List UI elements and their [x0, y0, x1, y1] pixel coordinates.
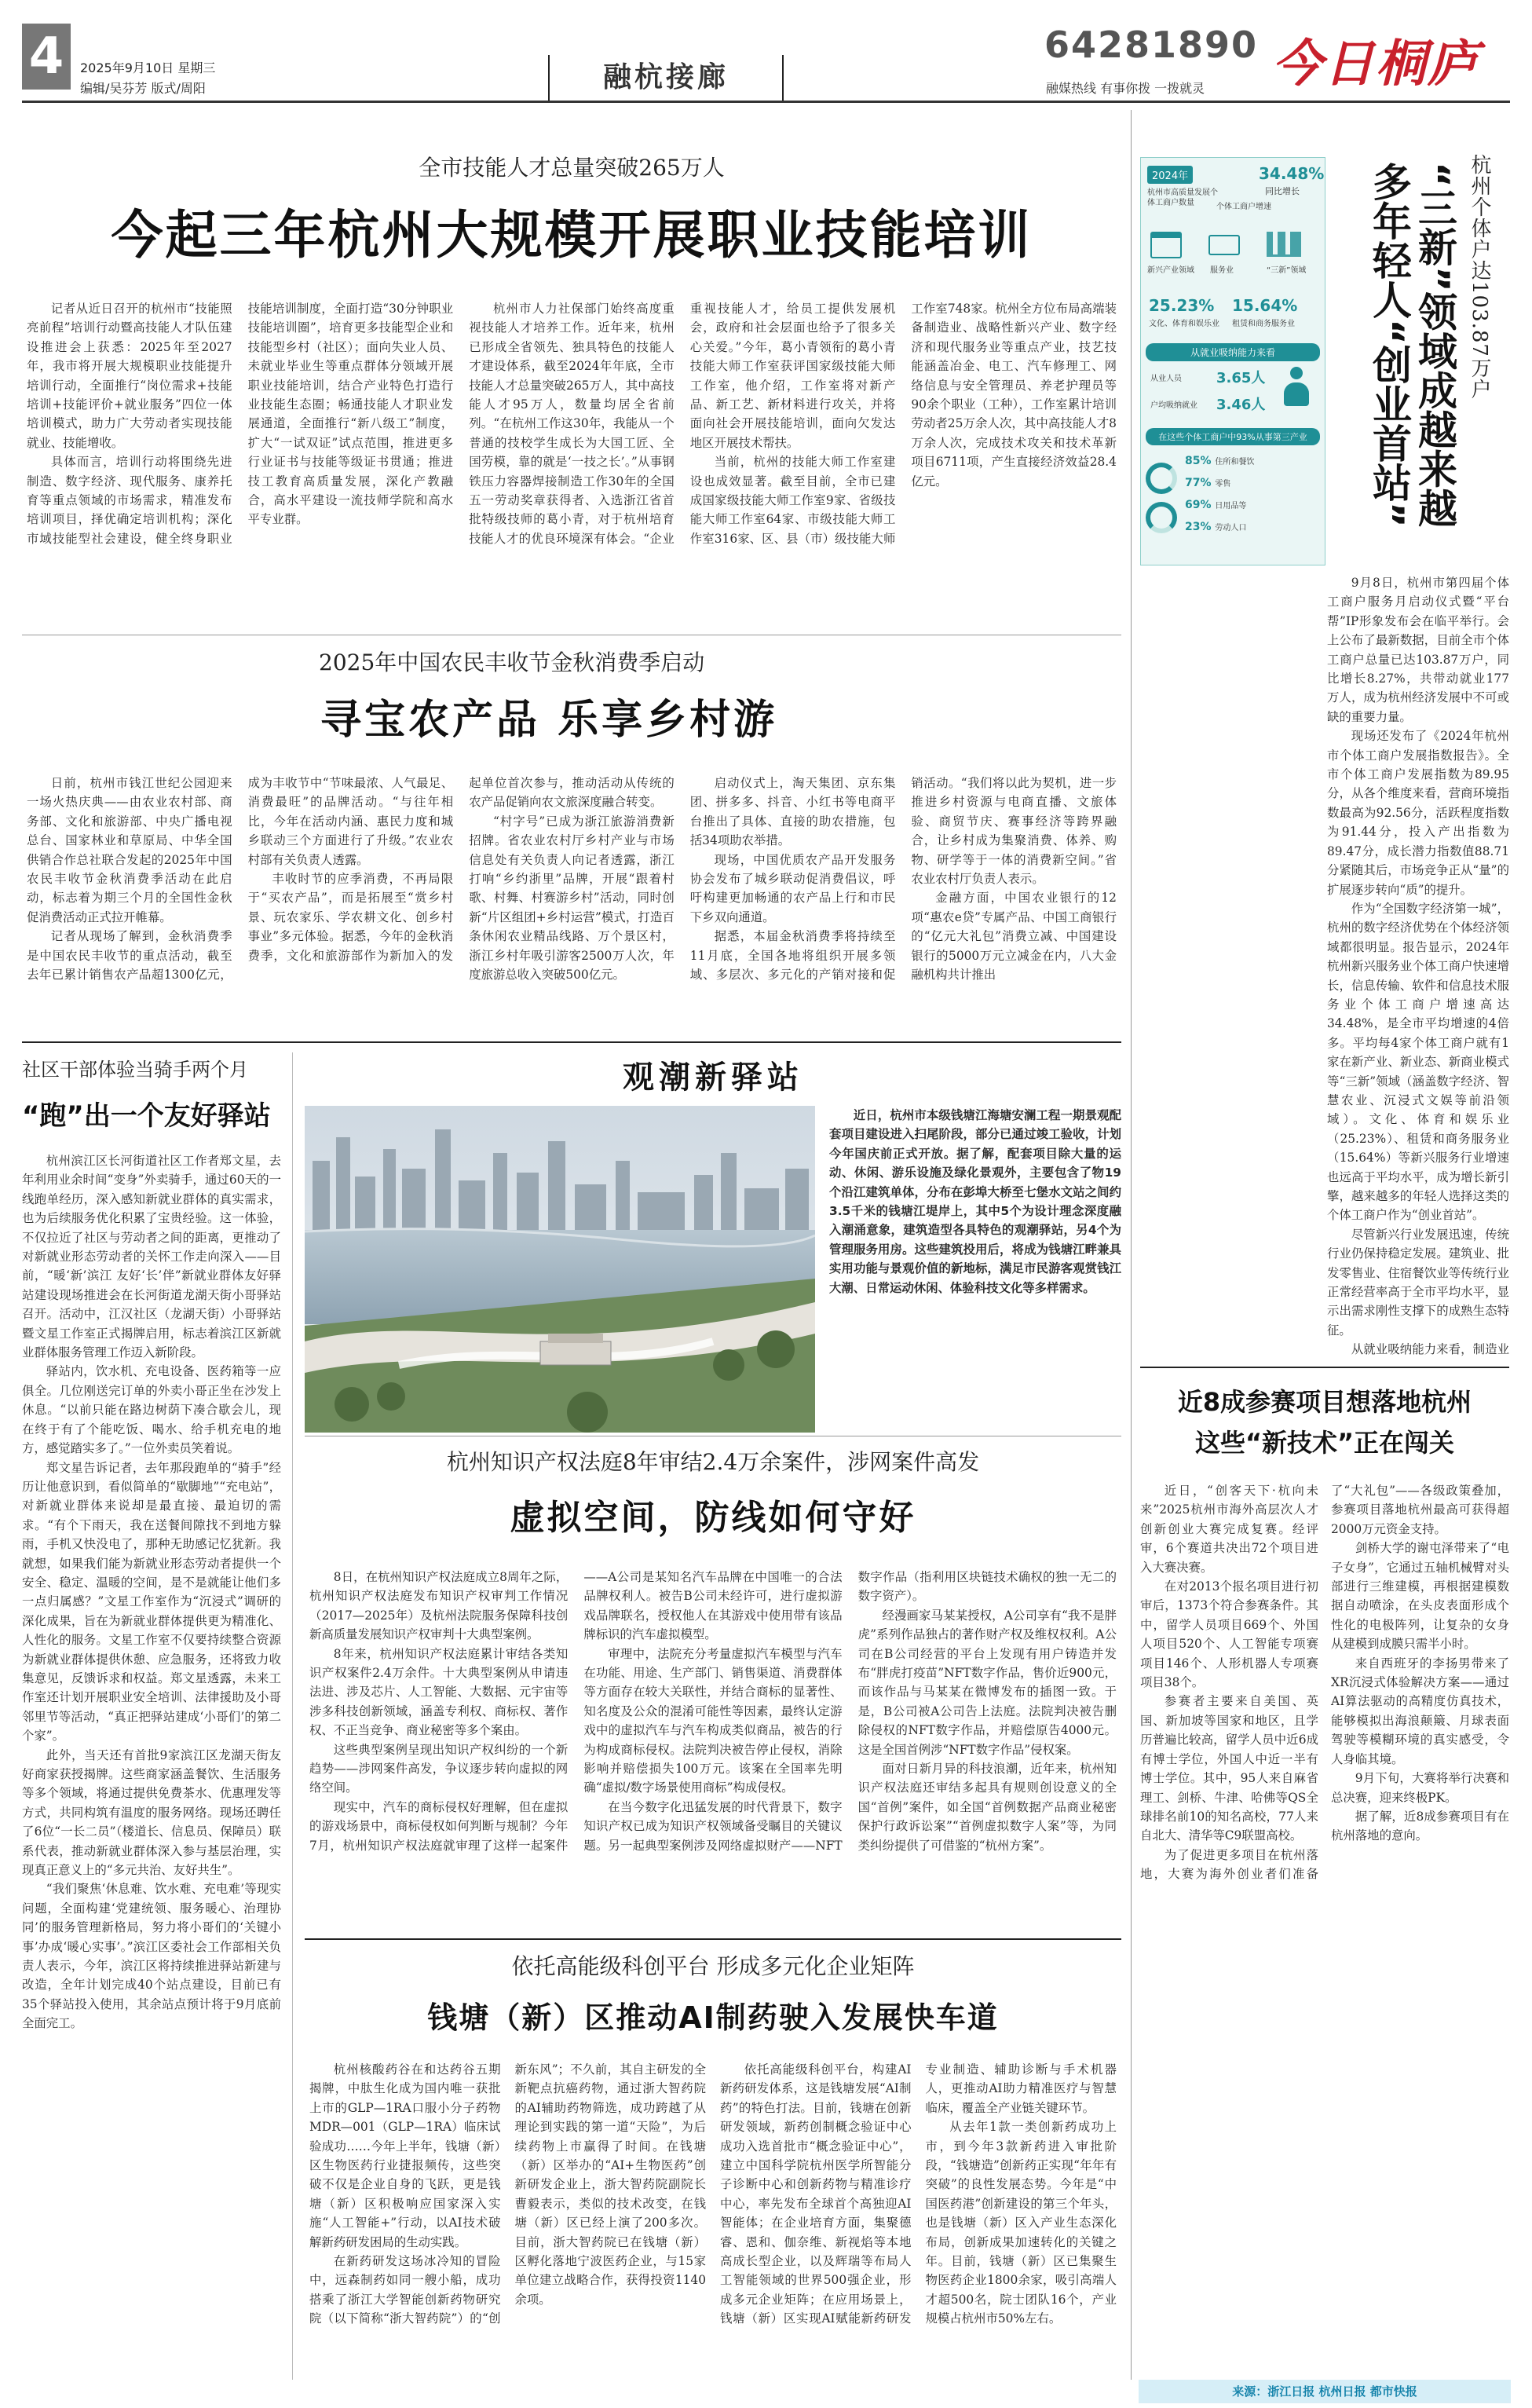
people-icon: [1281, 367, 1312, 414]
article4-body: [305, 1568, 1121, 1941]
info-r3-value: 69%: [1185, 499, 1212, 511]
laptop-icon: [1208, 235, 1240, 255]
ring-chart-icon: [1146, 502, 1177, 533]
sidebar2-paragraph: 剑桥大学的谢屯泽带来了“电子女身”，它通过五轴机械臂对头部进行三维建模，再根据建模数据自动喷涂，在头皮表面形成个性化的电极阵列，让复杂的女身从建模到成膜只需半小时。: [1331, 1541, 1509, 1652]
article3-body: [22, 1151, 281, 2377]
info-r3: [1185, 499, 1246, 511]
sidebar-paragraph: 尽管新兴行业发展迅速，传统行业仍保持稳定发展。建筑业、批发零售业、住宿餐饮业等传统行业正常经营率高于全市平均水平，显示出需求刚性支撑下的成熟生态特征。: [1327, 1227, 1509, 1338]
info-p4: 3.46人: [1216, 397, 1266, 413]
article-ai-pharma: [305, 1945, 1121, 2384]
sidebar2-paragraph: 据了解，近8成参赛项目有在杭州落地的意向。: [1331, 1809, 1509, 1843]
sidebar-vertical-headline: [1335, 154, 1508, 562]
sidebar2-paragraph: 近日，“创客天下·杭向未来”2025杭州市海外高层次人才创新创业大赛完成复赛。经评审，6个赛道共决出72个项目进入大赛决赛。: [1140, 1484, 1318, 1575]
info-r2-label: 零售: [1215, 480, 1231, 489]
photo-illustration: [305, 1106, 815, 1433]
sidebar-divider: [1131, 110, 1132, 2380]
page-number: 4: [22, 24, 71, 90]
info-p1-label: 文化、体育和娱乐业: [1149, 320, 1219, 328]
hotline-number: 64281890: [1044, 24, 1259, 66]
sidebar-paragraph: 现场还发布了《2024年杭州市个体工商户发展指数报告》。全市个体工商户发展指数为89.95分，从各个维度来看，营商环境指数最高为92.56分，活跃程度指数为91.44分，投入产出指数为89.47分，成长潜力指数值88.71分紧随其后，市场竞争正从“量”的扩展逐步转向“质”的提升。: [1327, 729, 1509, 897]
article5-paragraph: 在新药研发这场冰冷知的冒险中，远森制药如同一艘小船，成功搭乘了浙江大学智能创新药物研究院（以下简称“浙大智药院”）的“创新东风”；不久前，其自主研发的全新靶点抗癌药物，通过浙大智药院的AI辅助药物筛选，成功跨越了从理论到实践的第一道“天险”，为后续药物上市赢得了时间。在钱塘（新）区举办的“AI+生物医药”创新研发企业上，浙大智药院副院长曹毅表示，类似的技术改变，在钱塘（新）区已经上演了200多次。目前，浙大智药院已在钱塘（新）区孵化落地宁波医药企业，与15家单位建立战略合作，获得投资1140余项。: [309, 2062, 706, 2326]
info-growth: 34.48%: [1259, 164, 1325, 183]
article1-paragraph: 具体而言，培训行动将围绕先进制造、数字经济、现代服务、康养托育等重点领域的市场需求，精准发布培训项目，择优确定培训机构；深化市域技能型社会建设，健全终身职业技能培训制度，全面打造“30分钟职业技能培训圈”，培育更多技能型企业和技能型乡村（社区）；面向失业人员、未就业毕业生等重点群体分领域开展职业技能培训，结合产业特色打造行业技能生态圈；畅通技能人才职业发展通道，全面推行“新八级工”制度，扩大“一试双证”试点范围，推进更多行业证书与技能等级证书贯通；推进技工教育高质量发展，深化产教融合，高水平建设一流技师学院和高水平专业群。: [27, 302, 454, 546]
article4-paragraph: 8日，在杭州知识产权法庭成立8周年之际，杭州知识产权法庭发布知识产权审判工作情况（2017—2025年）及杭州法院服务保障科技创新高质量发展知识产权审判十大典型案例。: [309, 1570, 569, 1642]
info-r4: [1185, 521, 1246, 533]
sidebar-article-2: [1140, 1382, 1509, 2356]
sidebar2-paragraph: 在对2013个报名项目进行初审后，1373个符合参赛条件。其中，留学人员项目669个、外国人项目520个、人工智能专项赛项目146个、人形机器人专项赛项目38个。: [1140, 1579, 1318, 1690]
article1-paragraph: 杭州市人力社保部门始终高度重视技能人才培养工作。近年来，杭州已形成全省领先、独具特色的技能人才建设体系，截至2024年年底，全市技能人才总量突破265万人，其中高技能人才95万人，数量均居全省前列。“在杭州工作这30年，我能从一个普通的技校学生成长为大国工匠、全国劳模，靠的就是‘一技之长’。”从事钢铁压力容器焊接制造工作30年的全国五一劳动奖章获得者、入选浙江省首批特级技师的葛小青，对于杭州培育技能人才的优良环境深有体会。“企业重视技能人才，给员工提供发展机会，政府和社会层面也给予了很多关心关爱。”今年，葛小青领衔的葛小青技能大师工作室获评国家级技能大师工作室，他介绍，工作室将对新产品、新工艺、新材料进行攻关，并将面向社会开展技能培训，面向欠发达地区开展技术帮扶。: [469, 302, 896, 546]
article5-paragraph: 从去年1款一类创新药成功上市，到今年3款新药进入审批阶段，“钱塘造”创新药正实现“年年有突破”的良性发展态势。今年是“中国医药港”创新建设的第三个年头，也是钱塘（新）区入产业生态深化布局，创新成果加速转化的关键之年。目前，钱塘（新）区已集聚生物医药企业1800余家，吸引高端人才超500名，院士团队16个，产业规模占杭州市50%左右。: [925, 2120, 1117, 2326]
photo-feature-title: 观潮新驿站: [623, 1059, 803, 1096]
info-growth-label: 同比增长: [1265, 186, 1300, 196]
article2-body: [22, 774, 1121, 1061]
info-rings: [1146, 455, 1322, 557]
info-p2-label: 租赁和商务服务业: [1232, 320, 1295, 328]
article-harvest-festival: [22, 638, 1121, 1046]
article1-paragraph: 当前，杭州的技能大师工作室建设也成效显著。截至目前，全市已建成国家级技能大师工作室9家、省级技能大师工作室64家、市级技能大师工作室316家、区、县（市）级技能大师工作室748家。杭州全方位布局高端装备制造业、战略性新兴产业、数字经济和现代服务业等重点产业，技艺技能涵盖冶金、电工、汽车修理工、网络信息与安全管理员、养老护理员等90余个职业（工种），工作室累计培训劳动者25万余人次，其中高技能人才8万余人次，完成技术攻关和技术革新项目6711项，产生直接经济效益28.4亿元。: [689, 302, 1117, 546]
info-c1: 新兴产业领域: [1147, 266, 1194, 275]
article5-body: [305, 2060, 1121, 2406]
info-icon-row: [1147, 229, 1320, 284]
article2-paragraph: “村字号”已成为浙江旅游消费新招牌。省农业农村厅乡村产业与市场信息处有关负责人向记者透露，浙江打响“乡约浙里”品牌，开展“跟着村歌、村舞、村赛游乡村”活动，同时创新“片区组团+乡村运营”模式，打造百条休闲农业精品线路、万个景区村，浙江乡村年吸引游客2500万人次，年度旅游总收入突破500亿元。: [469, 814, 675, 983]
article-skills-training: [22, 110, 1121, 644]
info-r4-value: 23%: [1185, 521, 1212, 533]
article1-kicker: 全市技能人才总量突破265万人: [419, 155, 725, 181]
sidebar2-paragraph: 9月下旬，大赛将举行决赛和总决赛，迎来终极PK。: [1331, 1771, 1509, 1805]
info-c3: “三新”领域: [1267, 266, 1307, 275]
sidebar2-paragraph: 为了促进更多项目在杭州落地，大赛为海外创业者们准备了“大礼包”——各级政策叠加，参赛项目落地杭州最高可获得超2000万元资金支持。: [1140, 1484, 1509, 1882]
photo-caption: 近日，杭州市本级钱塘江海塘安澜工程一期景观配套项目建设进入扫尾阶段，部分已通过竣工验收，计划今年国庆前正式开放。据了解，配套项目除大量的运动、休闲、游乐设施及绿化景观外，主要包含了物19个沿江建筑单体，分布在彭埠大桥至七堡水文站之间约3.5千米的钱塘江堤岸上，其中5个为设计理念深度融入潮涌意象，建筑造型各具特色的观潮驿站，另4个为管理服务用房。这些建筑投用后，将成为钱塘江畔兼具实用功能与景观价值的新地标，满足市民游客观赏钱江大潮、日常运动休闲、体验科技文化等多样需求。: [829, 1108, 1121, 1295]
article2-paragraph: 记者从现场了解到，金秋消费季是中国农民丰收节的重点活动，截至去年已累计销售农产品超1300亿元，成为丰收节中“节味最浓、人气最足、消费最旺”的品牌活动。“与往年相比，今年在活动内涵、惠民力度和城乡联动三个方面进行了升级。”农业农村部有关负责人透露。: [27, 776, 454, 983]
info-item2: 个体工商户增速: [1216, 203, 1271, 211]
article3-headline: “跑”出一个友好驿站: [22, 1100, 271, 1132]
photo-feature: [305, 1049, 1121, 1442]
hotline-text: 融媒热线 有事你拨 一拨就灵: [1046, 81, 1205, 96]
article4-headline: 虚拟空间，防线如何守好: [510, 1498, 916, 1538]
article1-body: [22, 299, 1121, 598]
info-band1: 从就业吸纳能力来看: [1146, 343, 1320, 361]
article2-paragraph: 启动仪式上，淘天集团、京东集团、拼多多、抖音、小红书等电商平台推出了具体、直接的助农措施，包括34项助农举措。: [689, 776, 896, 848]
sidebar2-headline-2: 这些“新技术”正在闯关: [1194, 1428, 1455, 1458]
article3-paragraph: “我们聚焦‘休息难、饮水难、充电难’等现实问题，全面构建‘党建统领、服务暖心、治理协同’的服务管理新格局，努力将小哥们的‘关键小事’办成‘暖心实事’。”滨江区委社会工作部相关负责人表示，今年，滨江区将持续推进驿站新建与改造，全年计划完成40个站点建设，目前已有35个驿站投入使用，其余站点预计将于9月底前全面完工。: [22, 1882, 281, 2031]
info-p2: 15.64%: [1232, 296, 1298, 315]
sidebar-paragraph: 作为“全国数字经济第一城”，杭州的数字经济优势在个体经济领域都很明显。报告显示，2024年杭州新兴服务业个体工商户快速增长，信息传输、软件和信息技术服务业个体工商户增速高达34.48%，是全市平均增速的4倍多。平均每4家个体工商户就有1家在新产业、新业态、新商业模式等“三新”领域（涵盖数字经济、智慧农业、沉浸式文娱等前沿领域）。文化、体育和娱乐业（25.23%）、租赁和商务服务业（15.64%）等新兴服务行业增速也远高于平均水平，成为增长新引擎，越来越多的年轻人选择这类的个体工商户作为“创业首站”。: [1327, 901, 1509, 1223]
info-r2: [1185, 477, 1230, 489]
article5-kicker: 依托高能级科创平台 形成多元化企业矩阵: [511, 1953, 915, 1979]
article4-paragraph: 审理中，法院充分考量虚拟汽车模型与汽车在功能、用途、生产部门、销售渠道、消费群体等方面存在较大关联性，并结合商标的显著性、知名度及公众的混淆可能性等因素，最终认定游戏中的虚拟汽车与汽车构成类似商品，被告的行为构成商标侵权。法院判决被告停止侵权，消除影响并赔偿损失100万元。该案在全国率先明确“虚拟/数字场景使用商标”构成侵权。: [583, 1646, 843, 1795]
sidebar-paragraph: 9月8日，杭州市第四届个体工商户服务月启动仪式暨“平台帮”IP形象发布会在临平举行。会上公布了最新数据，目前全市个体工商户总量已达103.87万户，同比增长8.27%，共带动就业177万人，成为杭州经济发展中不可或缺的重要力量。: [1327, 576, 1509, 724]
sidebar-vertical-title: “三新”领域成越来越多年轻人“创业首站”: [1366, 162, 1457, 528]
info-band2: 在这些个体工商户中93%从事第三产业: [1146, 428, 1320, 445]
date-line: 2025年9月10日 星期三: [80, 60, 216, 75]
section-title: 融杭接廊: [602, 61, 729, 93]
info-r1-label: 住所和餐饮: [1215, 458, 1255, 467]
river-landscape-photo: [305, 1106, 815, 1433]
sidebar2-paragraph: 参赛者主要来自美国、英国、新加坡等国家和地区，且学历普遍比较高，留学人员中近6成有博士学位，外国人中近一半有博士学位。其中，95人来自麻省理工、剑桥、牛津、哈佛等QS全球排名前10的知名高校，77人来自北大、清华等C9联盟高校。: [1140, 1694, 1318, 1843]
article4-paragraph: 经漫画家马某某授权，A公司享有“我不是胖虎”系列作品独占的著作财产权及维权权利。A公司在B公司经营的平台上发现有用户铸造并发布“胖虎打疫苗”NFT数字作品，售价近900元，而该作品与马某某在微博发布的插图一致。于是，B公司被A公司告上法庭。法院判决被告删除侵权的NFT数字作品，并赔偿原告4000元。这是全国首例涉“NFT数字作品”侵权案。: [857, 1608, 1117, 1757]
article3-paragraph: 驿站内，饮水机、充电设备、医药箱等一应俱全。几位刚送完订单的外卖小哥正坐在沙发上休息。“以前只能在路边树荫下凑合歇会儿，现在终于有了个能吃饭、喝水、给手机充电的地方，感觉踏实多了。”一位外卖员笑着说。: [22, 1364, 281, 1456]
masthead: [0, 0, 1532, 104]
sidebar2-body: [1140, 1481, 1509, 2353]
masthead-rule: [22, 101, 1510, 103]
article3-kicker: 社区干部体验当骑手两个月: [22, 1059, 248, 1081]
article2-paragraph: 金融方面，中国农业银行的12项“惠农e贷”专属产品、中国工商银行的“亿元大礼包”消费立减、中国建设银行的5000万元立减金在内，八大金融机构共计推出: [911, 891, 1117, 983]
article2-paragraph: 现场，中国优质农产品开发服务协会发布了城乡联动促消费倡议，呼吁构建更加畅通的农产品上行和市民下乡双向通道。: [689, 852, 896, 924]
article5-headline: 钱塘（新）区推动AI制药驶入发展快车道: [427, 2000, 999, 2035]
article3-paragraph: 郑文星告诉记者，去年那段跑单的“骑手”经历让他意识到，看似简单的“歇脚地”“充电站”，对新就业群体来说却是最直接、最迫切的需求。“有个下雨天，我在送餐间隙找不到地方躲雨，手机又快没电了，那种无助感记忆犹新。我就想，如果我们能为新就业形态劳动者提供一个安全、稳定、温暖的空间，是不是就能让他们多一点归属感？”文星工作室作为“沉浸式”调研的深化成果，旨在为新就业群体提供更为精准化、人性化的服务。文星工作室不仅要持续整合资源为新就业群体提供休憩、应急服务，还将致力收集意见，反馈诉求和权益。郑文星透露，未来工作室还计划开展职业安全培训、法律援助及小哥邻里节等活动，“真正把驿站建成‘小哥们’的第二个家”。: [22, 1460, 281, 1744]
article1-paragraph: 记者从近日召开的杭州市“技能照亮前程”培训行动暨高技能人才队伍建设推进会上获悉：2025年至2027年，我市将开展大规模职业技能提升培训行动，全面推行“岗位需求+技能培训+技能评价+就业服务”四位一体培训模式，助力广大劳动者实现技能就业、技能增收。: [27, 302, 232, 450]
sidebar-paragraph: 从就业吸纳能力来看，制造业: [1351, 1342, 1509, 1357]
article4-paragraph: 在当今数字化迅猛发展的时代背景下，数字知识产权已成为知识产权领域备受瞩目的关键议题。另一起典型案例涉及网络虚拟财产——NFT数字作品（指利用区块链技术确权的独一无二的数字资产）。: [583, 1570, 1117, 1853]
article4-paragraph: 面对日新月异的科技浪潮，近年来，杭州知识产权法庭还审结多起具有规则创设意义的全国“首例”案件，如全国“首例数据产品商业秘密保护行政诉讼案”“首例虚拟数字人案”等，为同类纠纷提供了可借鉴的“杭州方案”。: [857, 1762, 1117, 1853]
sidebar2-headline-1: 近8成参赛项目想落地杭州: [1177, 1387, 1472, 1417]
info-r1-value: 85%: [1185, 455, 1212, 467]
article1-headline: 今起三年杭州大规模开展职业技能培训: [111, 205, 1033, 265]
section-title-box: [548, 55, 784, 101]
info-p4-label: 户均吸纳就业: [1150, 401, 1197, 410]
sidebar2-paragraph: 来自西班牙的李扬男带来了XR沉浸式体验解决方案——通过AI算法驱动的高精度仿真技术，能够模拟出海浪颠簸、月球表面驾驶等模糊环境的真实感受，令人身临其境。: [1331, 1656, 1509, 1766]
info-p1: 25.23%: [1149, 296, 1215, 315]
ring-chart-icon: [1146, 463, 1177, 494]
infographic: [1140, 157, 1325, 565]
divider: [22, 1041, 1121, 1043]
info-p3: 3.65人: [1216, 370, 1266, 386]
info-year-badge: 2024年: [1147, 166, 1193, 184]
article2-paragraph: 日前，杭州市钱江世纪公园迎来一场火热庆典——由农业农村部、商务部、文化和旅游部、中央广播电视总台、国家林业和草原局、中华全国供销合作总社联合发起的2025年中国农民丰收节金秋消费季活动在此启动，标志着为期三个月的全国性金秋促消费活动正式拉开帷幕。: [27, 776, 232, 924]
article5-paragraph: 杭州核酸药谷在和达药谷五期揭牌，中肽生化成为国内唯一获批上市的GLP—1RA口服小分子药物MDR—001（GLP—1RA）临床试验成功……今年上半年，钱塘（新）区生物医药行业捷报频传，这些突破不仅是企业自身的飞跃，更是钱塘（新）区积极响应国家深入实施“人工智能+”行动，以AI技术破解新药研发困局的生动实践。: [309, 2062, 501, 2249]
column-divider: [292, 1052, 293, 2380]
info-r4-label: 劳动人口: [1215, 524, 1247, 532]
city-icon: [1267, 232, 1301, 257]
sidebar-article-body: [1140, 573, 1509, 1359]
footer-source: 来源：浙江日报 杭州日报 都市快报: [1139, 2380, 1511, 2403]
info-r2-value: 77%: [1185, 477, 1212, 489]
info-r1: [1185, 455, 1254, 467]
info-p3-label: 从业人员: [1150, 375, 1182, 383]
divider: [1140, 1367, 1509, 1368]
article2-paragraph: 丰收时节的应季消费，不再局限于“买农产品”，而是拓展至“赏乡村景、玩农家乐、学农耕文化、创乡村事业”多元体验。据悉，今年的金秋消费季，文化和旅游部作为新加入的发起单位首次参与，推动活动从传统的农产品促销向农文旅深度融合转变。: [247, 776, 675, 963]
article3-paragraph: 此外，当天还有首批9家滨江区龙湖天街友好商家获授揭牌。这些商家涵盖餐饮、生活服务等多个领域，将通过提供免费茶水、优惠理发等方式，共同构筑有温度的服务网络。现场还聘任了6位“一长二员”（楼道长、信息员、保障员）联系代表，推动新就业群体深入参与基层治理，实现真正意义上的“多元共治、友好共生”。: [22, 1747, 281, 1878]
info-c2: 服务业: [1210, 266, 1234, 275]
newspaper-logo: 今日桐庐: [1272, 35, 1479, 93]
article2-kicker: 2025年中国农民丰收节金秋消费季启动: [319, 650, 705, 675]
article4-kicker: 杭州知识产权法庭8年审结2.4万余案件，涉网案件高发: [446, 1449, 980, 1475]
article5-paragraph: 依托高能级科创平台，构建AI新药研发体系，这是钱塘发展“AI制药”的特色打法。目前，钱塘在创新研发领域，新药创制概念验证中心成功入选首批市“概念验证中心”，建立中国科学院杭州医学所智能分子诊断中心和创新药物与精准诊疗中心，率先发布全球首个高独迎AI智能体；在企业培育方面，集聚德睿、恩和、伽奈维、新视焰等本地高成长型企业，以及辉瑞等布局人工智能领域的世界500强企业，形成多元企业矩阵；在应用场景上，钱塘（新）区实现AI赋能新药研发专业制造、辅助诊断与手术机器人，更推动AI助力精准医疗与智慧临床，覆盖全产业链关键环节。: [720, 2062, 1117, 2326]
divider: [305, 1938, 1121, 1940]
sidebar-vertical-kicker: 杭州个体户达103.87万户: [1468, 154, 1491, 400]
info-item1: 杭州市高质量发展个体工商户数量: [1147, 188, 1218, 207]
article-ip-court: [305, 1440, 1121, 1935]
article2-headline: 寻宝农产品 乐享乡村游: [320, 697, 778, 744]
shop-icon: [1150, 232, 1182, 258]
info-r3-label: 日用品等: [1215, 502, 1247, 511]
article4-paragraph: 现实中，汽车的商标侵权好理解，但在虚拟的游戏场景中，商标侵权如何判断与规制？今年7月，杭州知识产权法庭就审理了这样一起案件——A公司是某知名汽车品牌在中国唯一的合法品牌权利人。被告B公司未经许可，进行虚拟游戏品牌联名，授权他人在其游戏中使用带有该品牌标识的汽车虚拟模型。: [309, 1570, 843, 1853]
editors-line: 编辑/吴芬芳 版式/周阳: [80, 81, 206, 96]
article3-paragraph: 杭州滨江区长河街道社区工作者郑文星，去年利用业余时间“变身”外卖骑手，通过60天的一线跑单经历，深入感知新就业群体的真实需求，也为后续服务优化积累了宝贵经验。这一体验，不仅拉近了社区与劳动者之间的距离，更推动了对新就业形态劳动者的关怀工作走向深入——目前，“暖‘新’滨江 友好‘长’伴”新就业群体友好驿站建设现场推进会在长河街道龙湖天街小哥驿站召开。活动中，江汉社区（龙湖天街）小哥驿站暨文星工作室正式揭牌启用，标志着滨江区新就业群体服务管理工作迈入新阶段。: [22, 1154, 281, 1360]
article4-paragraph: 这些典型案例呈现出知识产权纠纷的一个新趋势——涉网案件高发，争议逐步转向虚拟的网络空间。: [309, 1742, 569, 1795]
article2-paragraph: 据悉，本届金秋消费季将持续至11月底，全国各地将组织开展多领域、多层次、多元化的产销对接和促销活动。“我们将以此为契机，进一步推进乡村资源与电商直播、文旅体验、商贸节庆、赛事经济等跨界融合，让乡村成为集聚消费、体养、购物、研学等于一体的消费新空间。”省农业农村厅负责人表示。: [689, 776, 1117, 983]
article-courier-station: [22, 1049, 281, 2377]
article4-paragraph: 8年来，杭州知识产权法庭累计审结各类知识产权案件2.4万余件。十大典型案例从申请违法进、涉及芯片、人工智能、大数据、元宇宙等涉多科技创新领域，涵盖专利权、商标权、著作权、不正当竞争、商业秘密等多个案由。: [309, 1646, 569, 1738]
